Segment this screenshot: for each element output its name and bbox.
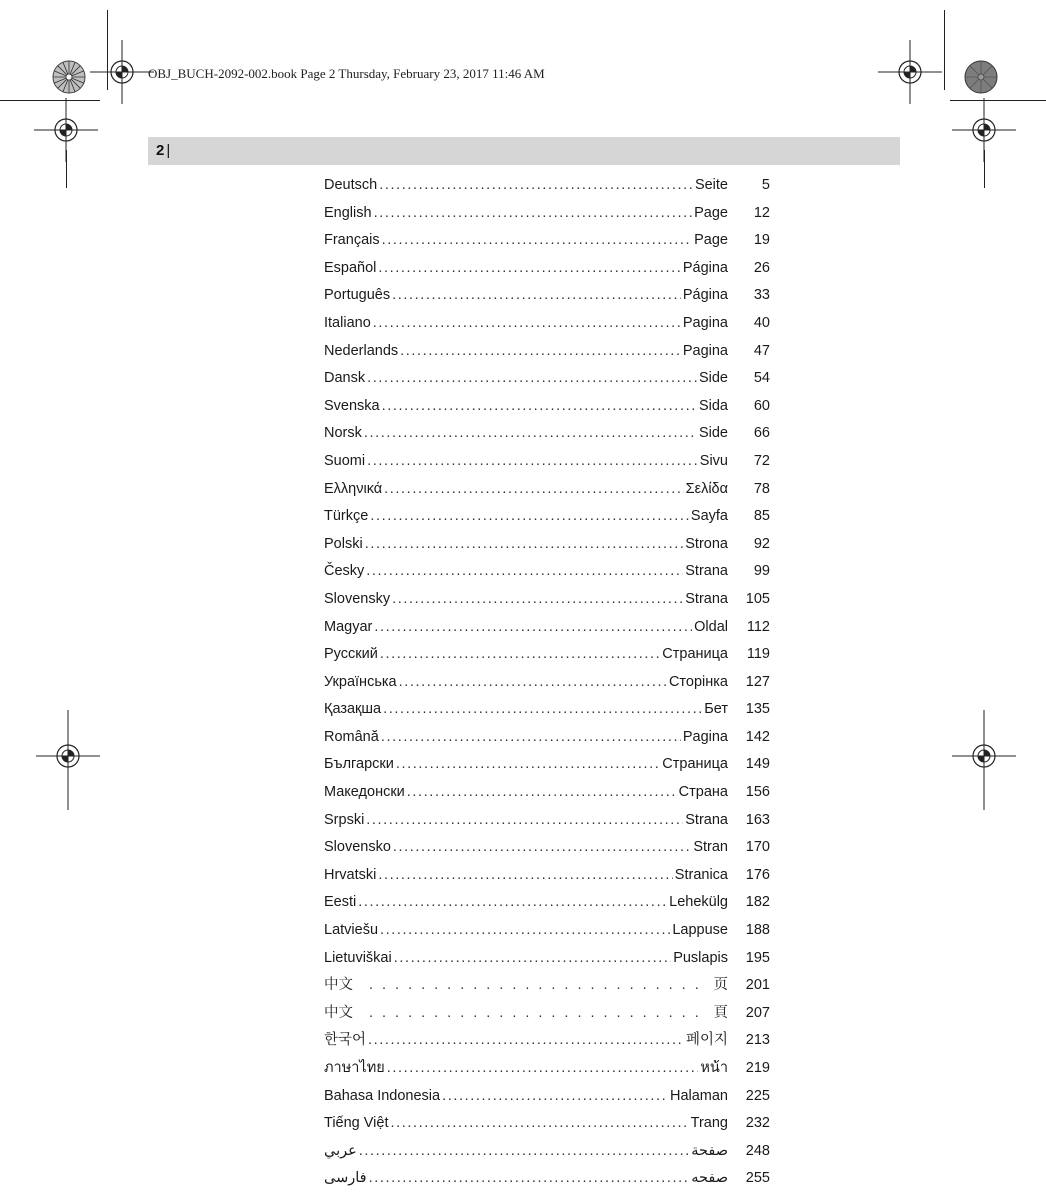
toc-page-number: 201: [745, 977, 770, 994]
print-slug-header: OBJ_BUCH-2092-002.book Page 2 Thursday, February 23, 2017 11:46 AM: [148, 66, 545, 81]
toc-entry: [324, 1055, 770, 1083]
toc-page-word: Sida: [698, 397, 728, 414]
toc-entry: [324, 1110, 770, 1138]
toc-page-word: Trang: [690, 1115, 728, 1132]
toc-language: Nederlands: [324, 342, 399, 359]
toc-language: Română: [324, 728, 379, 745]
toc-page-number: 135: [745, 701, 770, 718]
toc-page-word: Страница: [662, 646, 728, 663]
toc-entry: [324, 531, 770, 559]
toc-language: Русский: [324, 646, 378, 663]
toc-leader-dots: [369, 1000, 704, 1028]
toc-leader-dots: [442, 1083, 668, 1111]
toc-leader-dots: [366, 807, 683, 835]
toc-page-number: 99: [753, 563, 770, 580]
toc-page-number: 232: [745, 1115, 770, 1132]
toc-leader-dots: [368, 1027, 684, 1055]
registration-mark-top-left-icon: [90, 40, 154, 104]
toc-page-word: Puslapis: [673, 949, 728, 966]
toc-page-word: Stran: [693, 839, 728, 856]
toc-page-word: Página: [682, 287, 728, 304]
toc-leader-dots: [365, 531, 684, 559]
toc-leader-dots: [382, 393, 697, 421]
toc-page-word: Page: [694, 204, 728, 221]
toc-entry: [324, 200, 770, 228]
toc-page-word: Page: [694, 232, 728, 249]
page-number-value: 2: [156, 142, 165, 159]
toc-language: Magyar: [324, 618, 373, 635]
toc-page-word: Página: [682, 259, 728, 276]
toc-leader-dots: [364, 420, 697, 448]
toc-entry: [324, 779, 770, 807]
registration-mark-middle-left-icon: [36, 710, 100, 810]
toc-page-word: Stranica: [674, 866, 728, 883]
toc-entry: [324, 889, 770, 917]
toc-page-number: 12: [753, 204, 770, 221]
toc-page-number: 170: [745, 839, 770, 856]
toc-leader-dots: [374, 200, 693, 228]
toc-language: Suomi: [324, 452, 366, 469]
toc-language: English: [324, 204, 372, 221]
toc-leader-dots: [369, 1165, 690, 1193]
toc-entry: [324, 945, 770, 973]
toc-leader-dots: [384, 476, 683, 504]
toc-leader-dots: [379, 172, 693, 200]
toc-language: Türkçe: [324, 508, 369, 525]
toc-page-word: Pagina: [682, 314, 728, 331]
toc-page-word: หน้า: [700, 1060, 728, 1076]
toc-entry: [324, 503, 770, 531]
toc-page-number: 19: [753, 232, 770, 249]
toc-language: 中文: [324, 977, 353, 994]
toc-page-number: 47: [753, 342, 770, 359]
toc-entry: [324, 310, 770, 338]
toc-page-number: 225: [745, 1087, 770, 1104]
language-index-list: [324, 172, 770, 1193]
toc-leader-dots: [367, 365, 697, 393]
toc-page-word: Lehekülg: [669, 894, 728, 911]
toc-page-word: Pagina: [682, 342, 728, 359]
toc-language: Bahasa Indonesia: [324, 1087, 441, 1104]
toc-page-number: 188: [745, 922, 770, 939]
toc-leader-dots: [378, 862, 672, 890]
toc-page-number: 66: [753, 425, 770, 442]
toc-leader-dots: [359, 1138, 689, 1166]
toc-page-number: 40: [753, 314, 770, 331]
toc-page-word: Страница: [662, 756, 728, 773]
page-number-separator: |: [166, 142, 171, 159]
toc-page-number: 112: [746, 618, 770, 635]
toc-leader-dots: [392, 586, 683, 614]
toc-leader-dots: [382, 227, 693, 255]
toc-page-number: 156: [745, 784, 770, 801]
toc-page-number: 72: [753, 452, 770, 469]
toc-leader-dots: [399, 669, 667, 697]
toc-entry: [324, 807, 770, 835]
toc-language: Қазақша: [324, 701, 382, 718]
toc-leader-dots: [396, 751, 660, 779]
toc-page-number: 142: [745, 728, 770, 745]
registration-mark-middle-right-icon: [952, 710, 1016, 810]
toc-page-word: Sayfa: [690, 508, 728, 525]
toc-page-number: 5: [761, 177, 770, 193]
registration-mark-upper-left-icon: [34, 98, 98, 162]
toc-entry: [324, 365, 770, 393]
toc-entry: [324, 862, 770, 890]
toc-entry: [324, 751, 770, 779]
toc-language: Slovensko: [324, 839, 391, 856]
toc-page-word: Halaman: [669, 1087, 728, 1104]
toc-page-word: Lappuse: [672, 922, 728, 939]
toc-language: Македонски: [324, 784, 405, 801]
toc-language: Deutsch: [324, 177, 378, 193]
toc-page-number: 213: [745, 1032, 770, 1049]
toc-leader-dots: [391, 1110, 689, 1138]
toc-entry: [324, 448, 770, 476]
toc-leader-dots: [366, 558, 683, 586]
toc-entry: [324, 1165, 770, 1193]
trim-mark-top-right: [944, 10, 945, 90]
toc-language: Polski: [324, 535, 363, 552]
page-header-bar: [148, 137, 900, 165]
toc-page-word: 页: [713, 977, 728, 994]
toc-entry: [324, 558, 770, 586]
toc-page-number: 60: [753, 397, 770, 414]
toc-page-word: Страна: [678, 784, 728, 801]
toc-entry: [324, 1027, 770, 1055]
toc-page-number: 149: [745, 756, 770, 773]
toc-page-word: 페이지: [685, 1032, 728, 1049]
toc-language: Hrvatski: [324, 866, 377, 883]
toc-leader-dots: [387, 1055, 699, 1083]
toc-entry: [324, 1138, 770, 1166]
toc-page-number: 78: [753, 480, 770, 497]
toc-language: Norsk: [324, 425, 362, 442]
toc-language: Slovensky: [324, 590, 391, 607]
toc-page-number: 26: [753, 259, 770, 276]
toc-leader-dots: [407, 779, 677, 807]
toc-leader-dots: [370, 503, 689, 531]
toc-language: Español: [324, 259, 377, 276]
toc-language: Latviešu: [324, 922, 379, 939]
toc-entry: [324, 255, 770, 283]
toc-language: 中文: [324, 1004, 353, 1021]
toc-page-word: Σελίδα: [685, 480, 728, 497]
toc-page-word: 頁: [713, 1004, 728, 1021]
color-wheel-right-icon: [964, 60, 998, 94]
toc-leader-dots: [381, 724, 681, 752]
toc-page-word: Strana: [685, 590, 728, 607]
toc-page-word: صفحه: [691, 1170, 728, 1187]
toc-page-word: صفحة: [691, 1142, 728, 1159]
toc-leader-dots: [392, 282, 681, 310]
registration-mark-upper-right-icon: [952, 98, 1016, 162]
toc-entry: [324, 476, 770, 504]
toc-page-word: Side: [698, 370, 728, 387]
toc-entry: [324, 641, 770, 669]
toc-language: Tiếng Việt: [324, 1115, 389, 1132]
toc-language: Česky: [324, 563, 365, 580]
toc-page-number: 255: [745, 1170, 770, 1187]
toc-language: Eesti: [324, 894, 357, 911]
toc-page-number: 105: [745, 590, 770, 607]
toc-entry: [324, 917, 770, 945]
page-number: [156, 142, 170, 159]
toc-language: Srpski: [324, 811, 365, 828]
toc-page-number: 163: [745, 811, 770, 828]
toc-language: Português: [324, 287, 391, 304]
toc-language: Українська: [324, 673, 397, 690]
toc-page-word: Seite: [694, 177, 728, 193]
toc-leader-dots: [393, 834, 691, 862]
toc-page-word: Strona: [685, 535, 728, 552]
toc-leader-dots: [383, 696, 702, 724]
toc-entry: [324, 1083, 770, 1111]
toc-page-number: 207: [745, 1004, 770, 1021]
toc-entry: [324, 724, 770, 752]
toc-page-word: Сторінка: [668, 673, 728, 690]
toc-language: 한국어: [324, 1032, 367, 1049]
toc-page-word: Бет: [704, 701, 728, 718]
toc-leader-dots: [380, 917, 670, 945]
toc-language: ภาษาไทย: [324, 1060, 385, 1076]
toc-page-word: Oldal: [694, 618, 728, 635]
toc-page-word: Pagina: [682, 728, 728, 745]
toc-page-number: 92: [753, 535, 770, 552]
toc-page-number: 85: [753, 508, 770, 525]
registration-mark-top-right-icon: [878, 40, 942, 104]
toc-language: Dansk: [324, 370, 366, 387]
toc-language: Lietuviškai: [324, 949, 392, 966]
toc-entry: [324, 393, 770, 421]
toc-language: فارسی: [324, 1170, 367, 1187]
toc-leader-dots: [394, 945, 671, 973]
toc-page-number: 248: [745, 1142, 770, 1159]
toc-entry: [324, 420, 770, 448]
toc-page-word: Sivu: [699, 452, 728, 469]
toc-entry: [324, 1000, 770, 1028]
toc-language: Svenska: [324, 397, 380, 414]
toc-leader-dots: [374, 614, 692, 642]
toc-entry: [324, 172, 770, 200]
toc-page-word: Strana: [685, 563, 728, 580]
toc-language: Français: [324, 232, 380, 249]
toc-page-number: 182: [745, 894, 770, 911]
toc-entry: [324, 338, 770, 366]
toc-page-number: 127: [745, 673, 770, 690]
toc-page-word: Strana: [685, 811, 728, 828]
toc-leader-dots: [373, 310, 681, 338]
toc-page-number: 119: [746, 646, 770, 663]
toc-leader-dots: [380, 641, 660, 669]
toc-entry: [324, 669, 770, 697]
toc-entry: [324, 972, 770, 1000]
toc-leader-dots: [369, 972, 704, 1000]
toc-entry: [324, 834, 770, 862]
toc-entry: [324, 614, 770, 642]
toc-language: Български: [324, 756, 394, 773]
toc-page-number: 54: [753, 370, 770, 387]
toc-page-number: 33: [753, 287, 770, 304]
toc-entry: [324, 696, 770, 724]
color-wheel-left-icon: [52, 60, 86, 94]
toc-language: عربي: [324, 1142, 357, 1159]
toc-leader-dots: [400, 338, 681, 366]
toc-entry: [324, 227, 770, 255]
toc-leader-dots: [367, 448, 698, 476]
toc-page-number: 195: [745, 949, 770, 966]
toc-language: Ελληνικά: [324, 480, 383, 497]
toc-page-word: Side: [698, 425, 728, 442]
toc-language: Italiano: [324, 314, 371, 331]
toc-leader-dots: [358, 889, 667, 917]
toc-page-number: 176: [745, 866, 770, 883]
toc-leader-dots: [378, 255, 680, 283]
toc-page-number: 219: [745, 1060, 770, 1076]
toc-entry: [324, 586, 770, 614]
toc-entry: [324, 282, 770, 310]
